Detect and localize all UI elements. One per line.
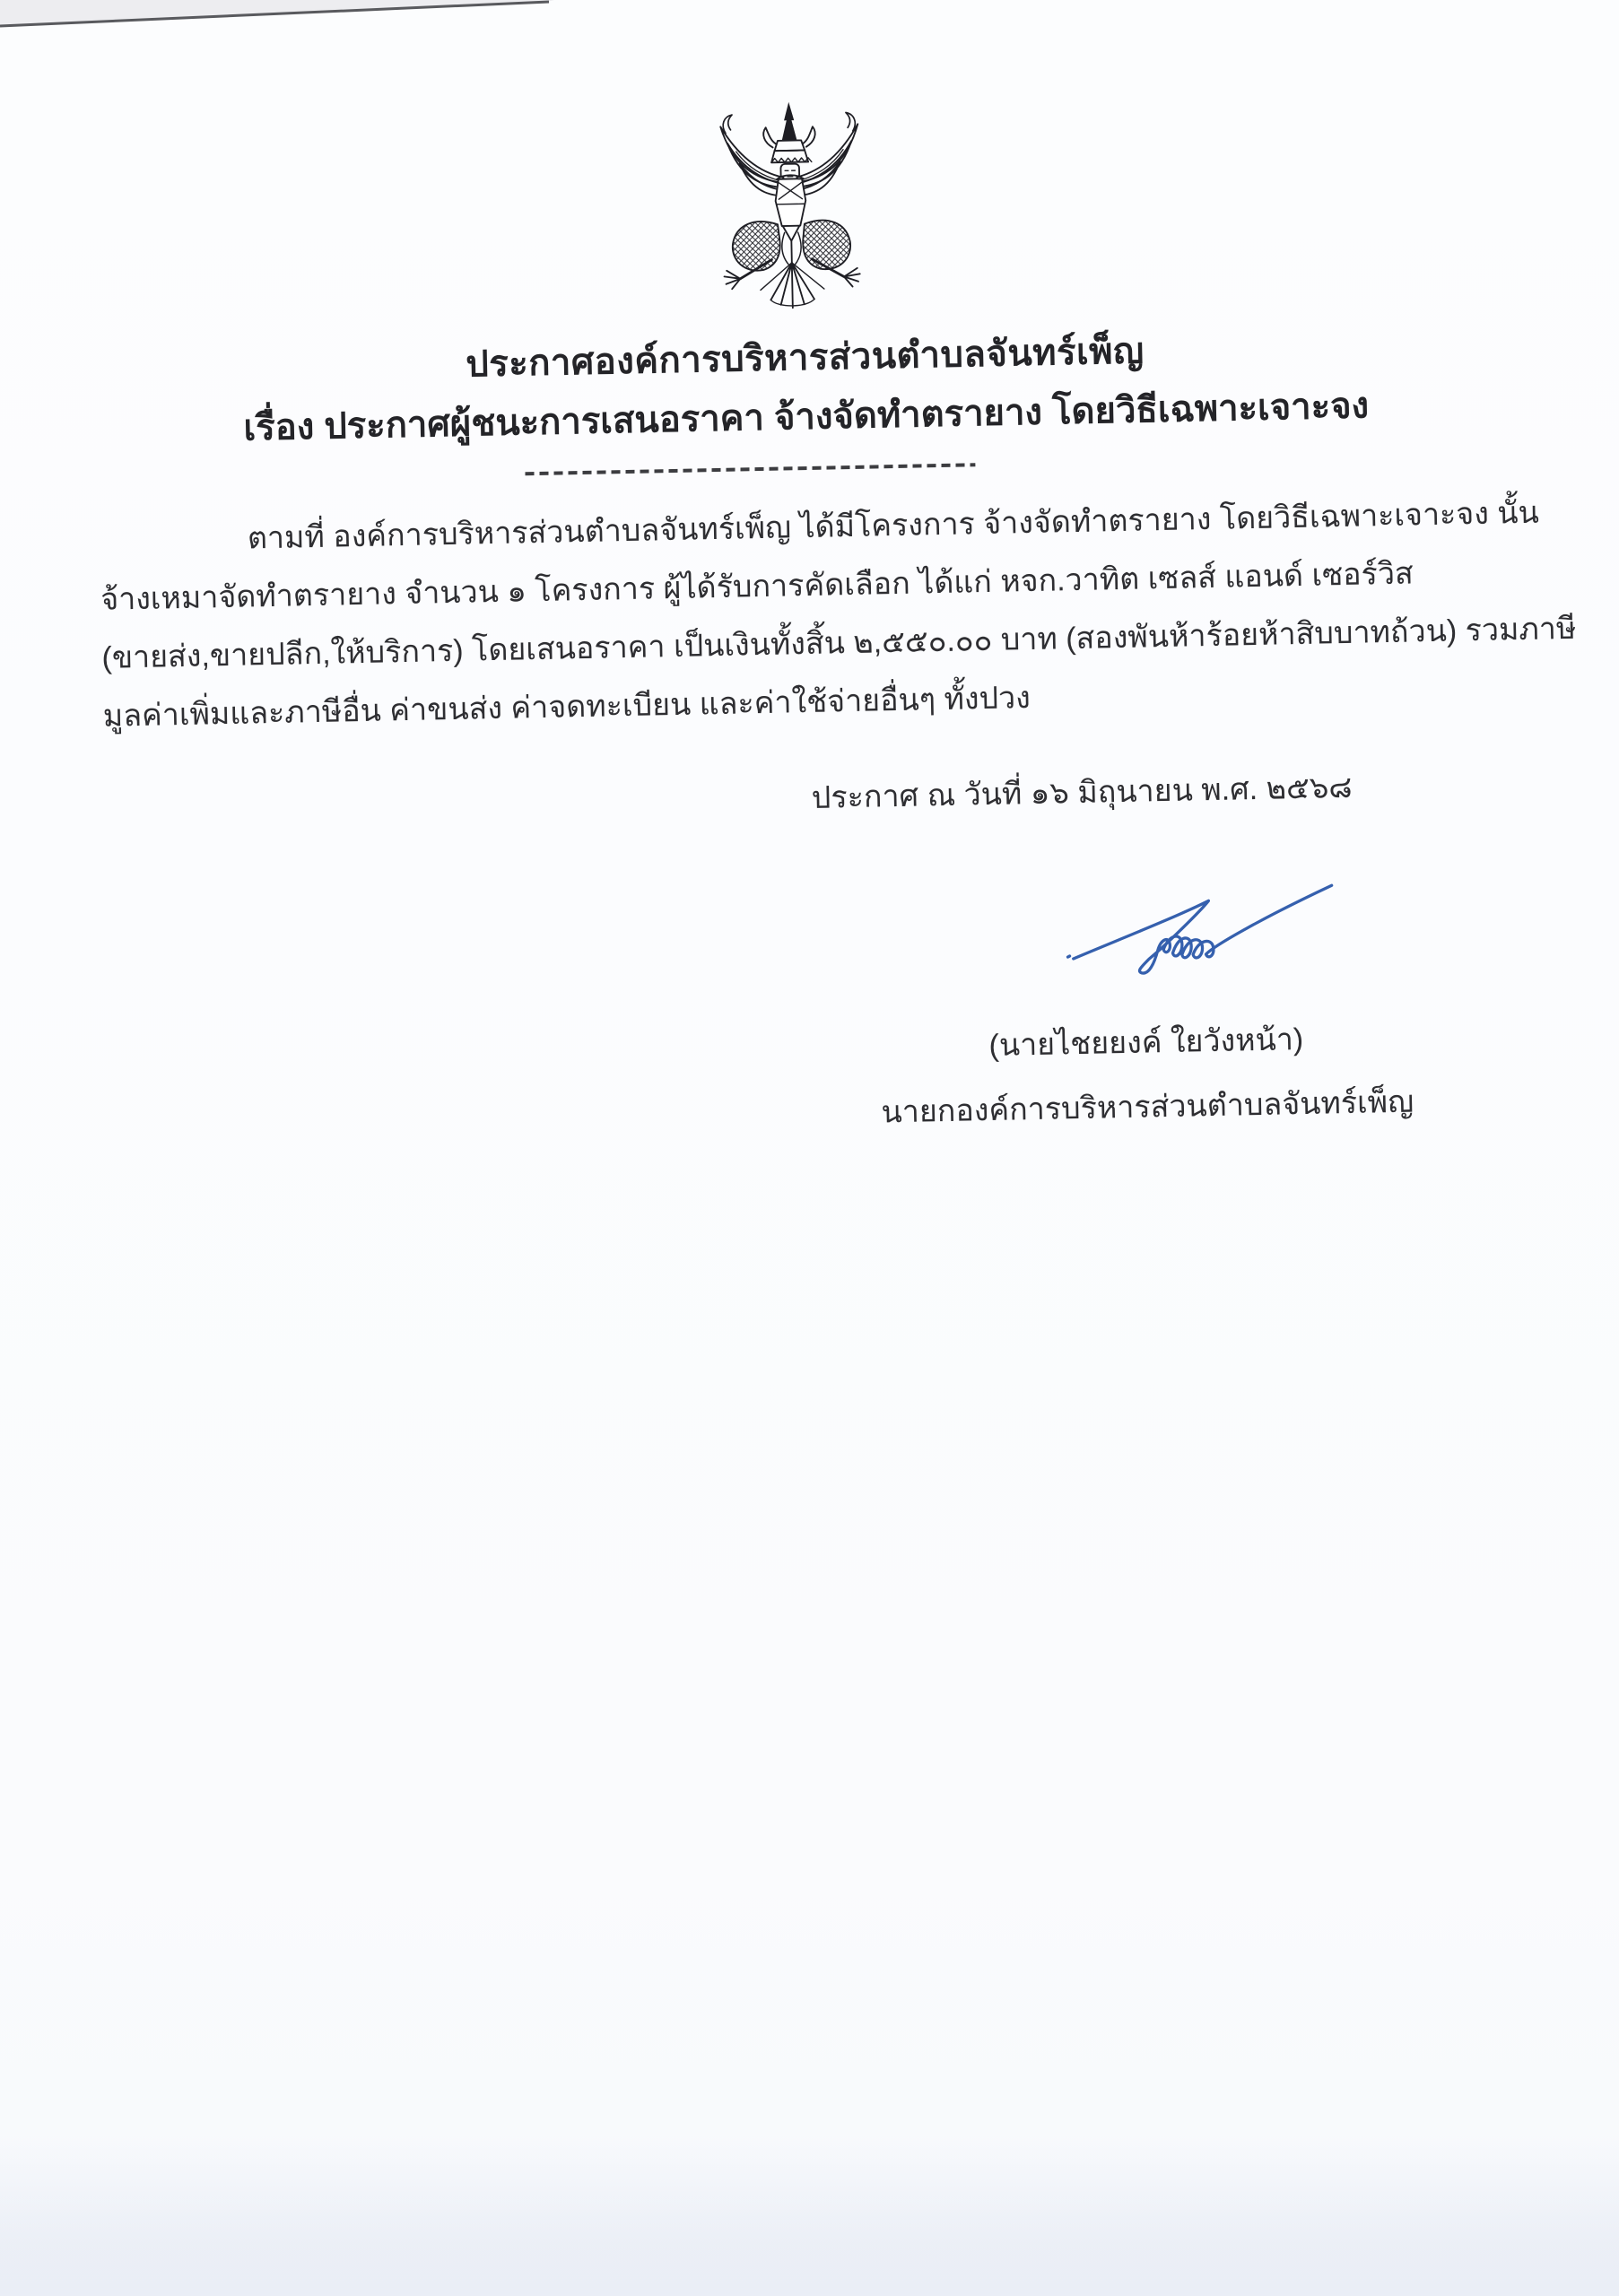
signatory-position: นายกองค์การบริหารส่วนตำบลจันทร์เพ็ญ [881, 1084, 1414, 1130]
announcement-body [99, 484, 1577, 746]
announcement-date: ประกาศ ณ วันที่ ๑๖ มิถุนายน พ.ศ. ๒๕๖๘ [811, 770, 1353, 815]
garuda-emblem [688, 93, 893, 321]
body-line: ตามที่ องค์การบริหารส่วนตำบลจันทร์เพ็ญ ได้มีโครงการ จ้างจัดทำตรายาง โดยวิธีเฉพาะเจาะจง นั้น [247, 495, 1540, 556]
scan-edge-artifact [0, 0, 628, 32]
scan-shadow-band [0, 2135, 1619, 2296]
announcement-title: ประกาศองค์การบริหารส่วนตำบลจันทร์เพ็ญ [465, 331, 1145, 385]
dashed-separator [525, 463, 975, 475]
body-line: จ้างเหมาจัดทำตรายาง จำนวน ๑ โครงการ ผู้ได้รับการคัดเลือก ได้แก่ หจก.วาทิต เซลส์ แอนด์ เซอร์วิส [100, 556, 1414, 617]
signatory-name: (นายไชยยงค์ ใยวังหน้า) [988, 1022, 1304, 1064]
body-line: (ขายส่ง,ขายปลีก,ให้บริการ) โดยเสนอราคา เป็นเงินทั้งสิ้น ๒,๕๕๐.๐๐ บาท (สองพันห้าร้อยห้าสิบบาทถ้วน) รวมภาษี [101, 611, 1577, 675]
handwritten-signature [1063, 874, 1341, 979]
body-line: มูลค่าเพิ่มและภาษีอื่น ค่าขนส่ง ค่าจดทะเบียน และค่าใช้จ่ายอื่นๆ ทั้งปวง [102, 681, 1031, 734]
announcement-subject: เรื่อง ประกาศผู้ชนะการเสนอราคา จ้างจัดทำตรายาง โดยวิธีเฉพาะเจาะจง [243, 386, 1370, 448]
